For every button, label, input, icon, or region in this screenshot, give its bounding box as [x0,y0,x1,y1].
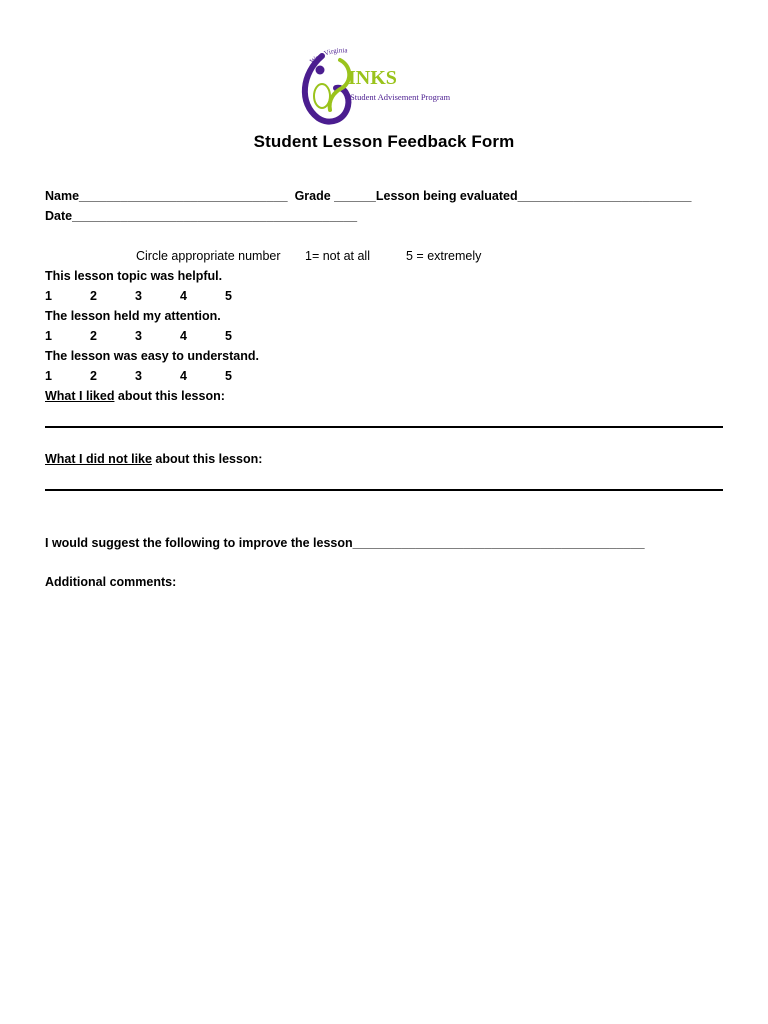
disliked-rest-text: about this lesson: [151,452,263,466]
grade-field[interactable]: ______ [334,189,376,203]
scale-instruction: Circle appropriate number [136,249,281,263]
liked-underlined-text: What I liked [45,389,115,403]
logo-tagline-text: Student Advisement Program [350,92,451,102]
page-title: Student Lesson Feedback Form [253,132,515,151]
wv-links-logo [300,48,470,128]
liked-prompt [45,389,225,404]
question-3-text: The lesson was easy to understand. [45,349,259,363]
name-label: Name [45,189,80,203]
additional-comments-label: Additional comments: [45,575,177,589]
disliked-prompt [45,452,262,467]
grade-label: Grade [294,189,335,203]
q1-option-5[interactable]: 5 [225,289,232,303]
q2-option-1[interactable]: 1 [45,329,52,343]
q3-option-2[interactable]: 2 [90,369,97,383]
green-oval [314,84,330,108]
q1-option-3[interactable]: 3 [135,289,142,303]
question-2-scale [45,329,265,344]
q2-option-4[interactable]: 4 [180,329,187,343]
suggest-label: I would suggest the following to improve the lesson [45,536,353,550]
q2-option-2[interactable]: 2 [90,329,97,343]
question-1-text: This lesson topic was helpful. [45,269,223,283]
q1-option-2[interactable]: 2 [90,289,97,303]
lesson-label: Lesson being evaluated [375,189,518,203]
lesson-field[interactable]: _________________________ [517,189,692,203]
q3-option-4[interactable]: 4 [180,369,187,383]
q3-option-5[interactable]: 5 [225,369,232,383]
q3-option-3[interactable]: 3 [135,369,142,383]
q2-option-5[interactable]: 5 [225,329,232,343]
liked-rest-text: about this lesson: [114,389,225,403]
q2-option-3[interactable]: 3 [135,329,142,343]
name-grade-lesson-row [45,189,691,204]
name-field[interactable]: ______________________________ [79,189,288,203]
logo-graphic [300,48,470,128]
suggest-row [45,536,645,551]
disliked-answer-line[interactable] [45,489,723,491]
date-row [45,209,357,224]
date-field[interactable]: _________________________________________ [72,209,358,223]
logo-brand-text: INKS [348,67,397,89]
q1-option-4[interactable]: 4 [180,289,187,303]
question-2-text: The lesson held my attention. [45,309,221,323]
date-label: Date [45,209,73,223]
q3-option-1[interactable]: 1 [45,369,52,383]
question-3-scale [45,369,265,384]
question-1-scale [45,289,265,304]
scale-low-label: 1= not at all [305,249,370,263]
figure-head-icon [316,66,325,75]
liked-answer-line[interactable] [45,426,723,428]
scale-high-label: 5 = extremely [406,249,482,263]
suggest-field[interactable]: __________________________________________ [352,536,645,550]
logo-arc-text: West Virginia [308,48,348,66]
q1-option-1[interactable]: 1 [45,289,52,303]
disliked-underlined-text: What I did not like [45,452,152,466]
